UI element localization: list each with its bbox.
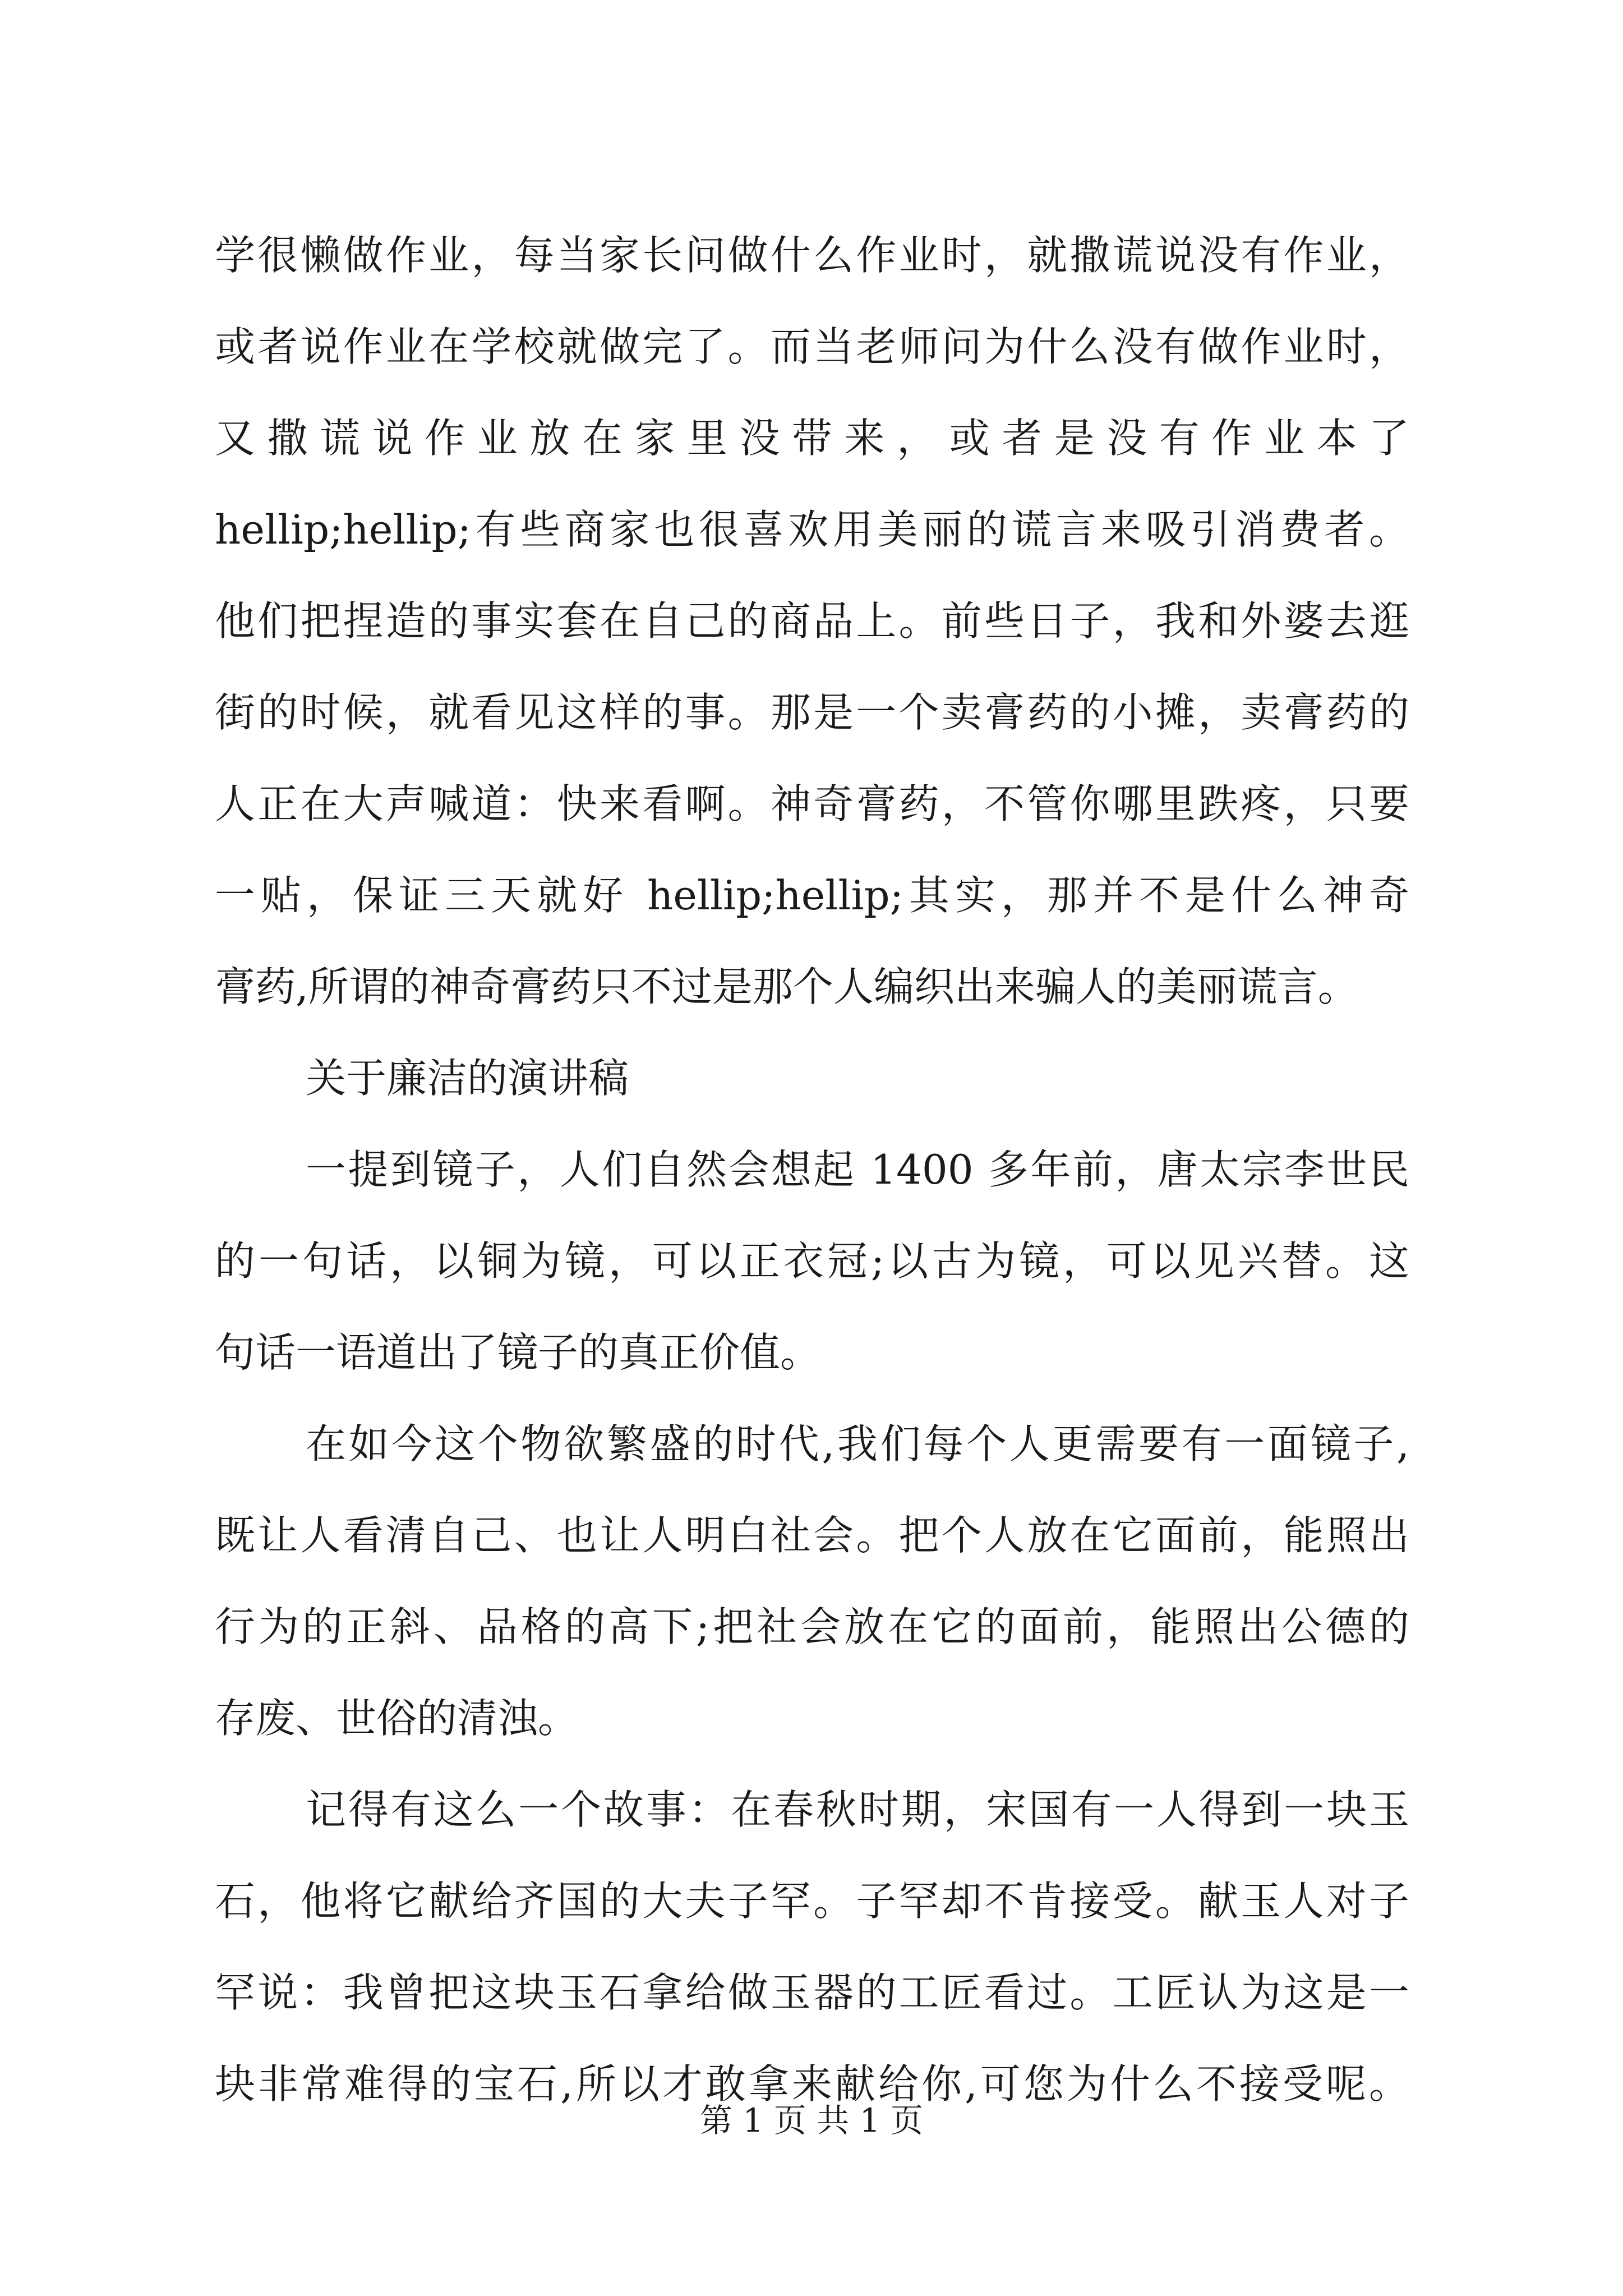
paragraph-line: 记得有这么一个故事：在春秋时期，宋国有一人得到一块玉 [306, 1786, 1409, 1833]
paragraph-line: 他们把捏造的事实套在自己的商品上。前些日子，我和外婆去逛 [215, 597, 1409, 645]
paragraph-line: 的一句话，以铜为镜，可以正衣冠;以古为镜，可以见兴替。这 [215, 1237, 1409, 1285]
page-number-footer: 第 1 页 共 1 页 [700, 2101, 923, 2139]
paragraph-line: 学很懒做作业，每当家长问做什么作业时，就撒谎说没有作业， [215, 232, 1409, 279]
paragraph-line: 街的时候，就看见这样的事。那是一个卖膏药的小摊，卖膏药的 [215, 689, 1409, 736]
section-title: 关于廉洁的演讲稿 [306, 1055, 629, 1102]
paragraph-line: 膏药,所谓的神奇膏药只不过是那个人编织出来骗人的美丽谎言。 [215, 963, 1358, 1010]
document-body [215, 210, 1409, 2130]
paragraph-line: 行为的正斜、品格的高下;把社会放在它的面前，能照出公德的 [215, 1603, 1409, 1650]
paragraph-line: 在如今这个物欲繁盛的时代,我们每个人更需要有一面镜子, [306, 1420, 1409, 1467]
paragraph-line: 石，他将它献给齐国的大夫子罕。子罕却不肯接受。献玉人对子 [215, 1878, 1409, 1925]
paragraph-line: 一提到镜子，人们自然会想起 1400 多年前，唐太宗李世民 [306, 1146, 1409, 1193]
paragraph-line: hellip;hellip;有些商家也很喜欢用美丽的谎言来吸引消费者。 [215, 506, 1409, 553]
paragraph-line: 罕说：我曾把这块玉石拿给做玉器的工匠看过。工匠认为这是一 [215, 1969, 1409, 2016]
paragraph-line: 块非常难得的宝石,所以才敢拿来献给你,可您为什么不接受呢。 [215, 2060, 1409, 2108]
paragraph-line: 人正在大声喊道：快来看啊。神奇膏药，不管你哪里跌疼，只要 [215, 780, 1409, 827]
paragraph-line: 或者说作业在学校就做完了。而当老师问为什么没有做作业时， [215, 323, 1409, 370]
paragraph-line: 一贴，保证三天就好 hellip;hellip;其实，那并不是什么神奇 [215, 872, 1409, 919]
paragraph-line: 存废、世俗的清浊。 [215, 1695, 579, 1742]
paragraph-line: 既让人看清自己、也让人明白社会。把个人放在它面前，能照出 [215, 1512, 1409, 1559]
paragraph-line: 句话一语道出了镜子的真正价值。 [215, 1329, 821, 1376]
paragraph-line: 又撒谎说作业放在家里没带来，或者是没有作业本了 [215, 415, 1409, 462]
